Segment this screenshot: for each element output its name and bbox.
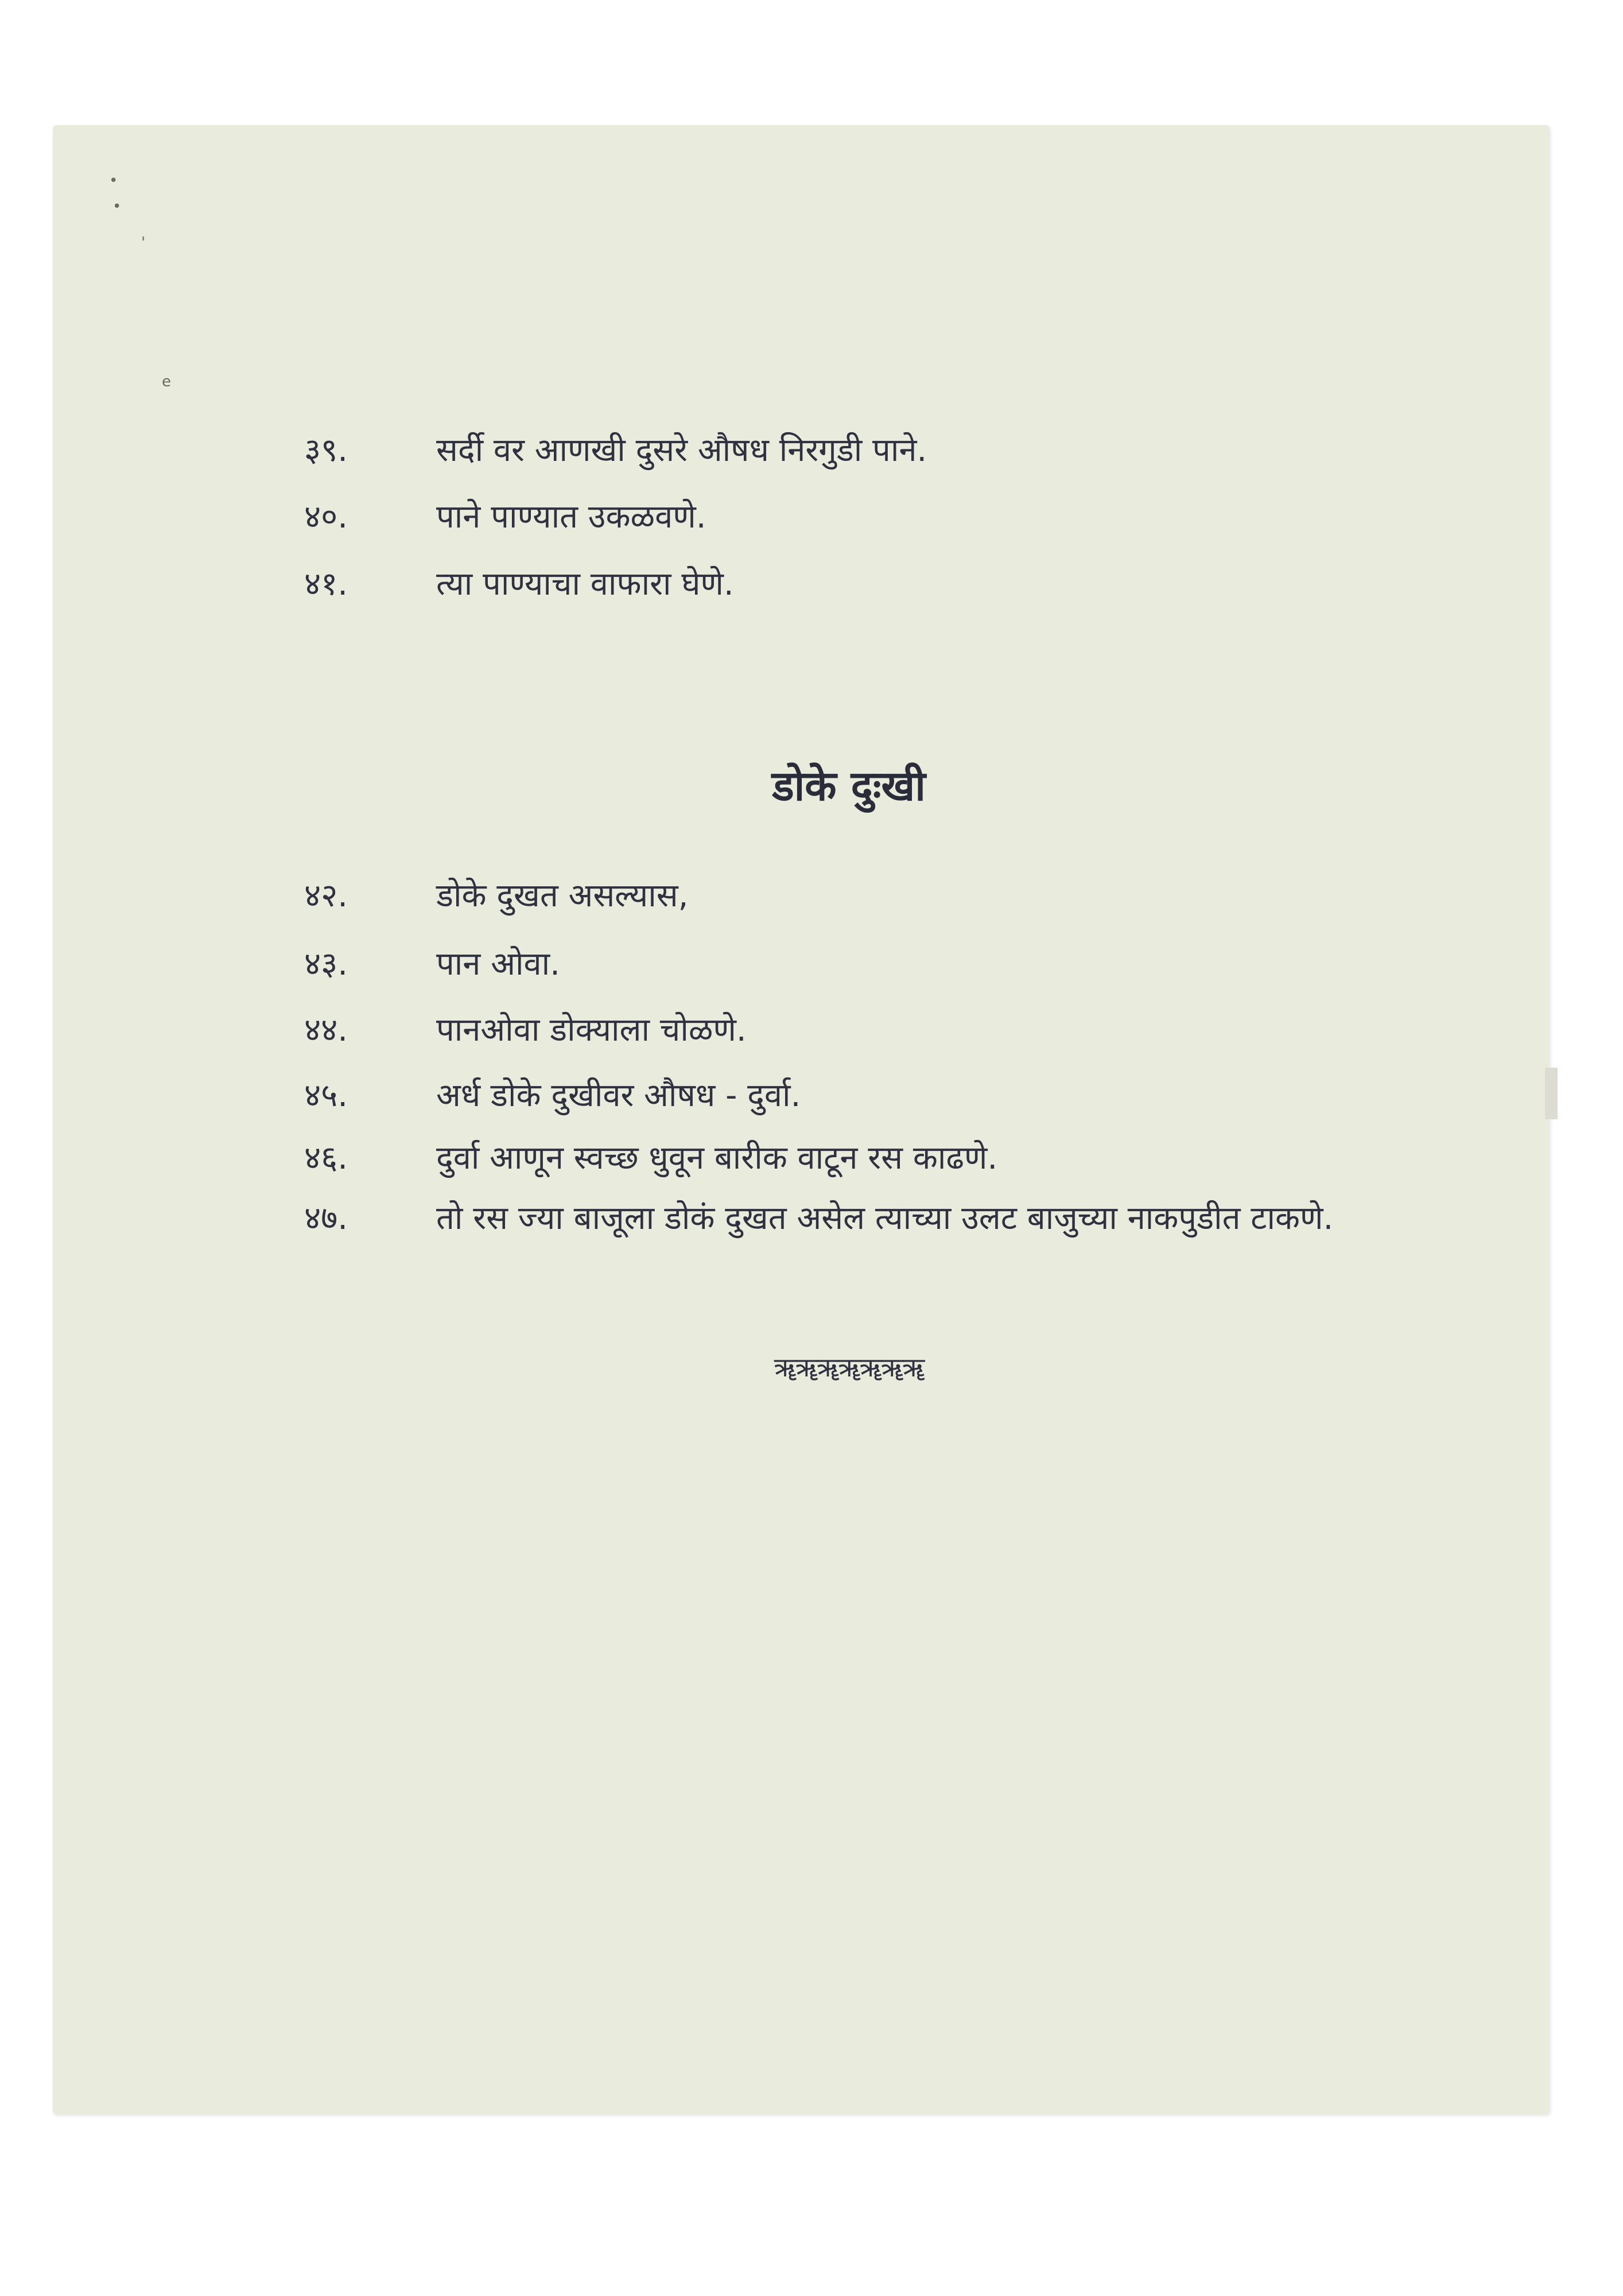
section-heading: डोके दुःखी: [772, 762, 926, 810]
item-text: पान ओवा.: [436, 945, 560, 983]
item-number: ३९.: [304, 432, 348, 469]
margin-mark: •: [112, 198, 122, 215]
item-text: दुर्वा आणून स्वच्छ धुवून बारीक वाटून रस काढणे.: [436, 1139, 998, 1177]
item-text: त्या पाण्याचा वाफारा घेणे.: [436, 565, 734, 603]
item-text: अर्ध डोके दुखीवर औषध - दुर्वा.: [436, 1077, 801, 1114]
item-number: ४४.: [304, 1011, 348, 1049]
page-edge-tab: [1545, 1068, 1558, 1119]
item-text: डोके दुखत असल्यास,: [436, 877, 689, 914]
item-number: ४१.: [304, 565, 348, 603]
margin-mark: •: [109, 172, 118, 189]
item-number: ४०.: [304, 498, 348, 536]
margin-mark: ': [141, 234, 146, 251]
margin-mark: e: [162, 373, 171, 390]
item-text: सर्दी वर आणखी दुसरे औषध निरगुडी पाने.: [436, 432, 927, 469]
item-text: पानओवा डोक्याला चोळणे.: [436, 1011, 747, 1049]
paper-sheet: [53, 125, 1550, 2114]
item-number: ४३.: [304, 945, 348, 983]
item-text: तो रस ज्या बाजूला डोकं दुखत असेल त्याच्या उलट बाजुच्या नाकपुडीत टाकणे.: [436, 1200, 1334, 1237]
item-number: ४७.: [304, 1200, 348, 1237]
item-number: ४५.: [304, 1077, 348, 1114]
item-number: ४६.: [304, 1139, 348, 1177]
ornamental-divider: ॠॠॠॠॠॠॠ: [774, 1352, 924, 1383]
item-number: ४२.: [304, 877, 348, 914]
item-text: पाने पाण्यात उकळवणे.: [436, 498, 706, 536]
